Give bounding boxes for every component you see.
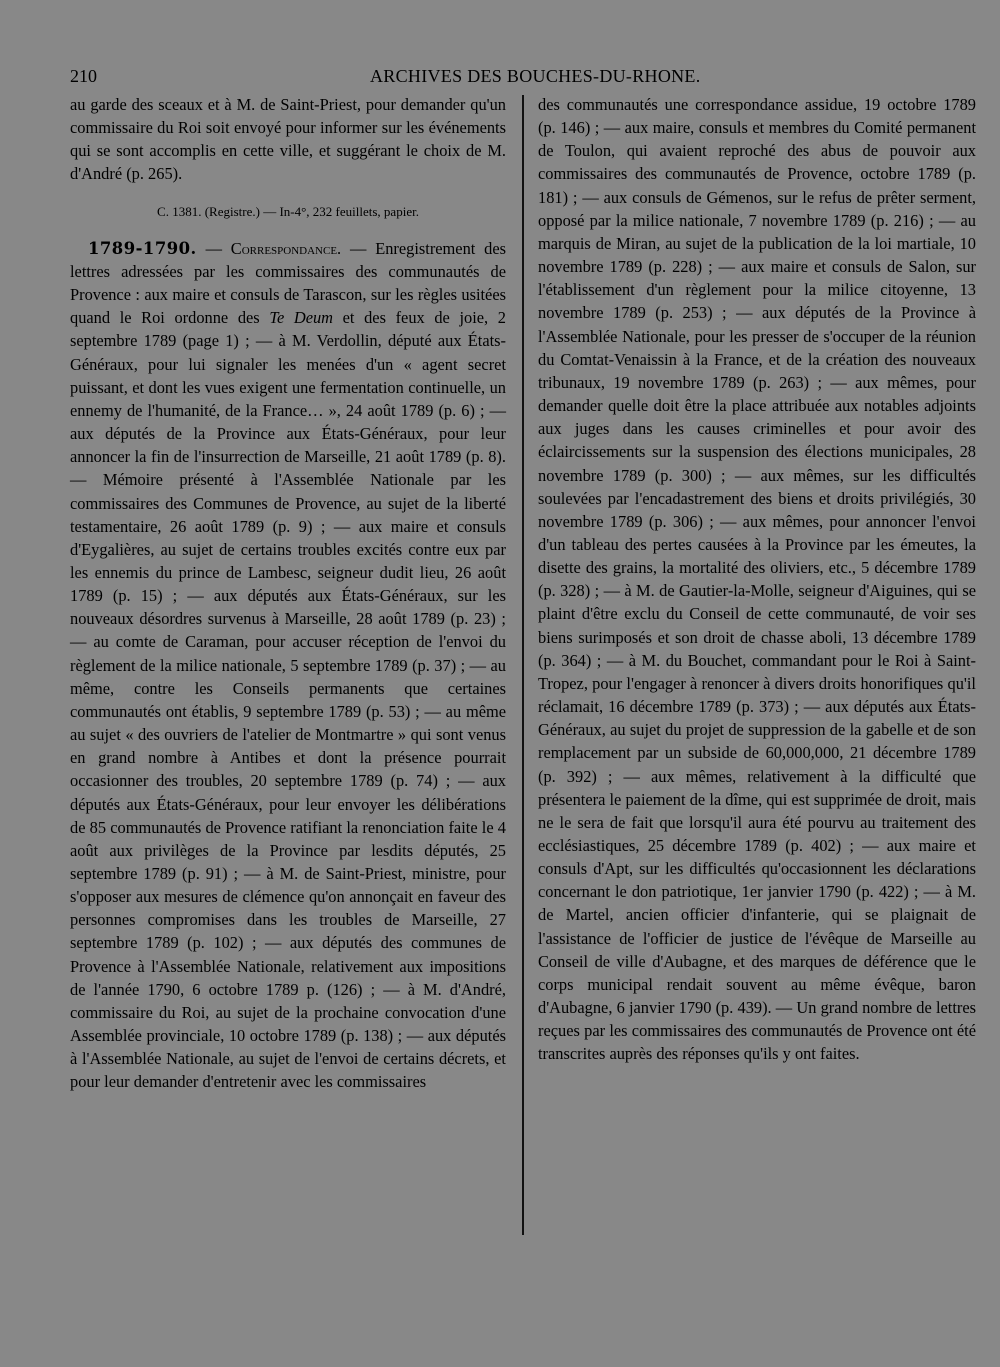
- entry-date: 1789-1790.: [88, 238, 197, 258]
- entry-text-part-1: Enregistrement des lettres adressées par les commissaires des communautés de Provence : aux maire et consuls de Tarascon, sur les règles usitées quand le Roi ordonne des: [70, 238, 506, 328]
- column-divider: [522, 95, 524, 1235]
- entry-paragraph: 1789-1790. — Correspondance. — Enregistrement des lettres adressées par les commissaires des communautés de Provence : aux maire et consuls de Tarascon, sur les règles usitées quand le Roi ordonne des Te Deum et des feux de joie, 2 septembre 1789 (page 1) ; — à M. Verdollin, député aux États-Généraux, pour lui signaler les menées d'un « agent secret puissant, et dont les vues exigent une fermentation continuelle, un ennemy de l'humanité, de la France… », 24 août 1789 (p. 6) ; — aux députés de la Province aux États-Généraux, pour leur annoncer la fin de l'insurrection de Marseille, 21 août 1789 (p. 8). — Mémoire présenté à l'Assemblée Nationale par les commissaires des Communes de Provence, au sujet de la liberté testamentaire, 26 août 1789 (p. 9) ; — aux maire et consuls d'Eygalières, au sujet de certains troubles excités contre eux par les ennemis du prince de Lambesc, seigneur dudit lieu, 26 août 1789 (p. 15) ; — aux députés aux États-Généraux, sur les nouveaux désordres survenus à Marseille, 28 août 1789 (p. 23) ; — au comte de Caraman, pour accuser réception de l'envoi du règlement de la milice nationale, 5 septembre 1789 (p. 37) ; — au même, contre les Conseils permanents que certaines communautés ont établis, 9 septembre 1789 (p. 53) ; — au même au sujet « des ouvriers de l'atelier de Montmartre » qui sont venus en grand nombre à Antibes et dont la présence pourrait occasionner des troubles, 20 septembre 1789 (p. 74) ; — aux députés aux États-Généraux, pour leur envoyer les délibérations de 85 communautés de Provence ratifiant la renonciation faite le 4 août aux privilèges de la Province par lesdits députés, 25 septembre 1789 (p. 91) ; — à M. de Saint-Priest, ministre, pour s'opposer aux mesures de clémence qu'on annonçait en faveur des personnes compromises dans les troubles de Marseille, 27 septembre 1789 (p. 102) ; — aux députés des communes de Provence à l'Assemblée Nationale, relativement aux impositions de l'année 1790, 6 octobre 1789 p. (126) ; — à M. d'André, commissaire du Roi, au sujet de la prochaine convocation d'une Assemblée provinciale, 10 octobre 1789 (p. 138) ; — aux députés à l'Assemblée Nationale, au sujet de l'envoi de certains décrets, et pour leur demander d'entretenir avec les commissaires: [70, 238, 506, 1092]
- left-column: [70, 93, 506, 1094]
- archive-reference: C. 1381. (Registre.) — In-4°, 232 feuillets, papier.: [157, 203, 419, 219]
- entry-text-part-2: et des feux de joie, 2 septembre 1789 (page 1) ; — à M. Verdollin, député aux États-Généraux, pour lui signaler les menées d'un « agent secret puissant, et dont les vues exigent une fermentation continuelle, un ennemy de l'humanité, de la France… », 24 août 1789 (p. 6) ; — aux députés de la Province aux États-Généraux, pour leur annoncer la fin de l'insurrection de Marseille, 21 août 1789 (p. 8). — Mémoire présenté à l'Assemblée Nationale par les commissaires des Communes de Provence, au sujet de la liberté testamentaire, 26 août 1789 (p. 9) ; — aux maire et consuls d'Eygalières, au sujet de certains troubles excités contre eux par les ennemis du prince de Lambesc, seigneur dudit lieu, 26 août 1789 (p. 15) ; — aux députés aux États-Généraux, sur les nouveaux désordres survenus à Marseille, 28 août 1789 (p. 23) ; — au comte de Caraman, pour accuser réception de l'envoi du règlement de la milice nationale, 5 septembre 1789 (p. 37) ; — au même, contre les Conseils permanents que certaines communautés ont établis, 9 septembre 1789 (p. 53) ; — au même au sujet « des ouvriers de l'atelier de Montmartre » qui sont venus en grand nombre à Antibes et dont la présence pourrait occasionner des troubles, 20 septembre 1789 (p. 74) ; — aux députés aux États-Généraux, pour leur envoyer les délibérations de 85 communautés de Provence ratifiant la renonciation faite le 4 août aux privilèges de la Province par lesdits députés, 25 septembre 1789 (p. 91) ; — à M. de Saint-Priest, ministre, pour s'opposer aux mesures de clémence qu'on annonçait en faveur des personnes compromises dans les troubles de Marseille, 27 septembre 1789 (p. 102) ; — aux députés des communes de Provence à l'Assemblée Nationale, relativement aux impositions de l'année 1790, 6 octobre 1789 p. (126) ; — à M. d'André, commissaire du Roi, au sujet de la prochaine convocation d'une Assemblée provinciale, 10 octobre 1789 (p. 138) ; — aux députés à l'Assemblée Nationale, au sujet de l'envoi de certains décrets, et pour leur demander d'entretenir avec les commissaires: [70, 308, 506, 1092]
- te-deum-term: Te Deum: [269, 308, 333, 328]
- page-number: 210: [70, 66, 97, 86]
- page-header: [70, 66, 1000, 90]
- intro-paragraph: au garde des sceaux et à M. de Saint-Priest, pour demander qu'un commissaire du Roi soit envoyé pour informer sur les événements qui se sont accomplis en cette ville, et suggérant le choix de M. d'André (p. 265).: [70, 95, 506, 184]
- right-column: [538, 93, 976, 1066]
- entry-heading: Correspondance.: [230, 238, 342, 258]
- continuation-paragraph: des communautés une correspondance assidue, 19 octobre 1789 (p. 146) ; — aux maire, consuls et membres du Comité permanent de Toulon, qui avaient reproché des abus de pouvoir aux commissaires des communautés de Provence, octobre 1789 (p. 181) ; — aux consuls de Gémenos, sur le refus de prêter serment, opposé par la milice nationale, 7 novembre 1789 (p. 216) ; — au marquis de Miran, au sujet de la publication de la loi martiale, 10 novembre 1789 (p. 228) ; — aux maire et consuls de Salon, sur l'établissement d'un règlement pour la milice citoyenne, 13 novembre 1789 (p. 253) ; — aux députés de la Province à l'Assemblée Nationale, pour les presser de s'occuper de la réunion du Comtat-Venaissin à la France, et de la création des nouveaux tribunaux, 19 novembre 1789 (p. 263) ; — aux mêmes, pour demander quelle doit être la place attribuée aux notables adjoints aux juges dans les causes criminelles et pour avoir des éclaircissements sur la suspension des élections municipales, 28 novembre 1789 (p. 300) ; — aux mêmes, sur les difficultés soulevées par l'encadastrement des biens et droits privilégiés, 30 novembre 1789 (p. 306) ; — aux mêmes, pour annoncer l'envoi d'un tableau des pertes causées à la Province par les émeutes, la disette des grains, la mortalité des oliviers, etc., 5 décembre 1789 (p. 328) ; — à M. de Gautier-la-Molle, seigneur d'Aiguines, qui se plaint d'être exclu du Conseil de cette communauté, de voir ses biens surimposés et son droit de chasse aboli, 13 décembre 1789 (p. 364) ; — à M. du Bouchet, commandant pour le Roi à Saint-Tropez, pour l'engager à renoncer à divers droits honorifiques qu'il réclamait, 16 décembre 1789 (p. 373) ; — aux députés aux États-Généraux, au sujet du projet de suppression de la gabelle et de son remplacement par un subside de 60,000,000, 21 décembre 1789 (p. 392) ; — aux mêmes, relativement à la difficulté que présentera le paiement de la dîme, qui est supprimée de droit, mais ne le sera de fait que lorsqu'il aura été pourvu au traitement des ecclésiastiques, 25 décembre 1789 (p. 402) ; — aux maire et consuls d'Apt, sur les difficultés qu'occasionnent les déclarations concernant le don patriotique, 1er janvier 1790 (p. 422) ; — à M. de Martel, ancien officier d'infanterie, qui se plaignait de l'assistance de l'officier de justice de l'évêque de Marseille au Conseil de ville d'Aubagne, et des marques de déférence que le corps municipal rendait souvent au même évêque, baron d'Aubagne, 6 janvier 1790 (p. 439). — Un grand nombre de lettres reçues par les commissaires des communautés de Provence ont été transcrites auprès des réponses qu'ils y ont faites.: [538, 95, 976, 1064]
- running-title: ARCHIVES DES BOUCHES-DU-RHONE.: [370, 66, 701, 86]
